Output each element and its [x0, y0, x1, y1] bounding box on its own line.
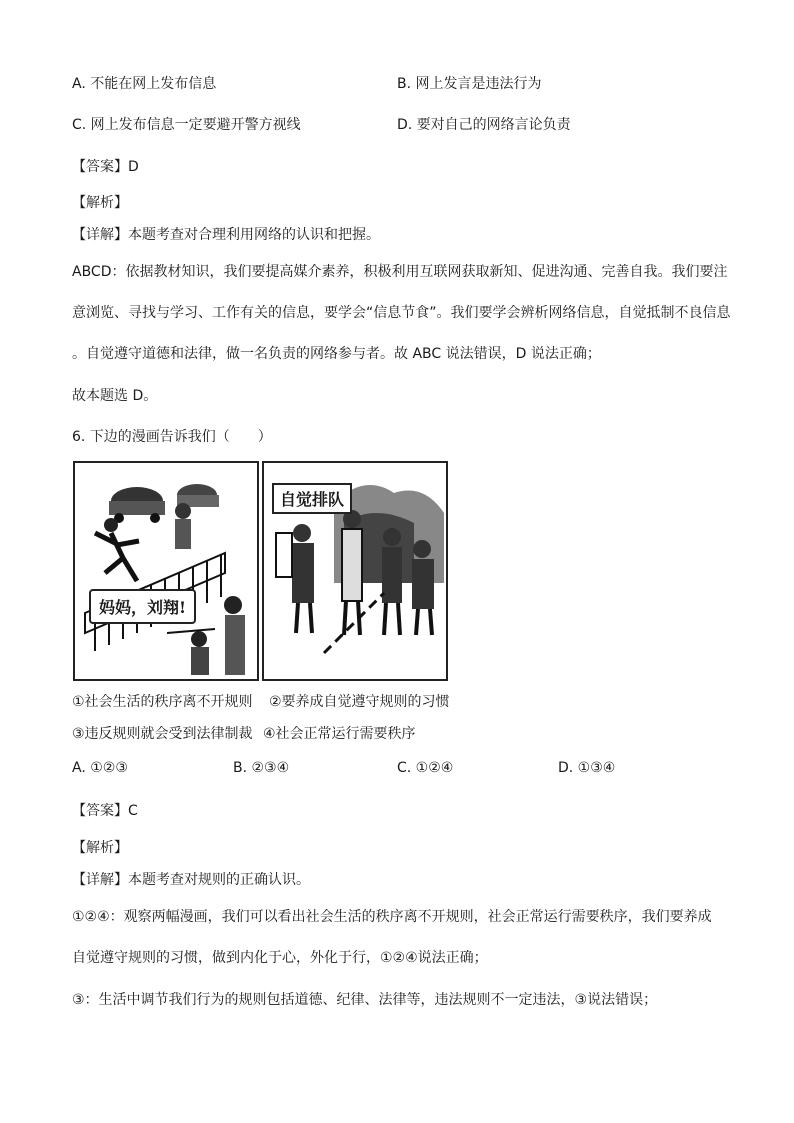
statement-1: ①社会生活的秩序离不开规则 [72, 694, 253, 710]
answer-line [72, 800, 138, 820]
cartoon-left [73, 461, 259, 681]
option-d: D. ①③④ [558, 760, 616, 776]
answer-tag: 【答案】 [72, 803, 128, 819]
option-b: B. ②③④ [233, 760, 290, 776]
explanation-line-1: ABCD：依据教材知识，我们要提高媒介素养，积极利用互联网获取新知、促进沟通、完善自我。我们要注 [72, 264, 728, 280]
analysis-tag: 【解析】 [72, 195, 128, 211]
analysis-tag: 【解析】 [72, 840, 128, 856]
option-d: D. 要对自己的网络言论负责 [397, 117, 571, 133]
answer-line [72, 156, 139, 176]
answer-tag: 【答案】 [72, 159, 128, 175]
explanation-line-1: ①②④：观察两幅漫画，我们可以看出社会生活的秩序离不开规则，社会正常运行需要秩序，我们要养成 [72, 909, 712, 925]
detail-line [72, 869, 310, 889]
answer-value: C [128, 803, 138, 819]
answer-value: D [128, 159, 139, 175]
option-a: A. ①②③ [72, 760, 128, 776]
option-b: B. 网上发言是违法行为 [397, 76, 542, 92]
statement-4: ④社会正常运行需要秩序 [263, 726, 416, 742]
explanation-line-3: 。自觉遵守道德和法律，做一名负责的网络参与者。故 ABC 说法错误，D 说法正确； [72, 346, 601, 362]
question-stem: 6. 下边的漫画告诉我们（ ） [72, 429, 272, 445]
detail-tag: 【详解】 [72, 872, 128, 888]
cartoon-left-drawing [75, 463, 257, 679]
explanation-line-3: ③：生活中调节我们行为的规则包括道德、纪律、法律等，违法规则不一定违法，③说法错误； [72, 992, 658, 1008]
statement-3: ③违反规则就会受到法律制裁 [72, 726, 253, 742]
cartoon-right [262, 461, 448, 681]
option-c: C. 网上发布信息一定要避开警方视线 [72, 117, 301, 133]
option-c: C. ①②④ [397, 760, 454, 776]
detail-text: 本题考查对规则的正确认识。 [128, 872, 310, 888]
detail-text: 本题考查对合理利用网络的认识和把握。 [128, 227, 380, 243]
explanation-line-2: 自觉遵守规则的习惯，做到内化于心，外化于行，①②④说法正确； [72, 950, 488, 966]
detail-line [72, 224, 380, 244]
option-a: A. 不能在网上发布信息 [72, 76, 217, 92]
queue-sign: 自觉排队 [272, 483, 352, 514]
detail-tag: 【详解】 [72, 227, 128, 243]
statement-2: ②要养成自觉遵守规则的习惯 [269, 694, 450, 710]
explanation-line-2: 意浏览、寻找与学习、工作有关的信息，要学会“信息节食”。我们要学会辨析网络信息，自觉抵制不良信息 [72, 305, 731, 321]
explanation-line-4: 故本题选 D。 [72, 388, 158, 404]
speech-bubble: 妈妈，刘翔! [89, 589, 196, 624]
